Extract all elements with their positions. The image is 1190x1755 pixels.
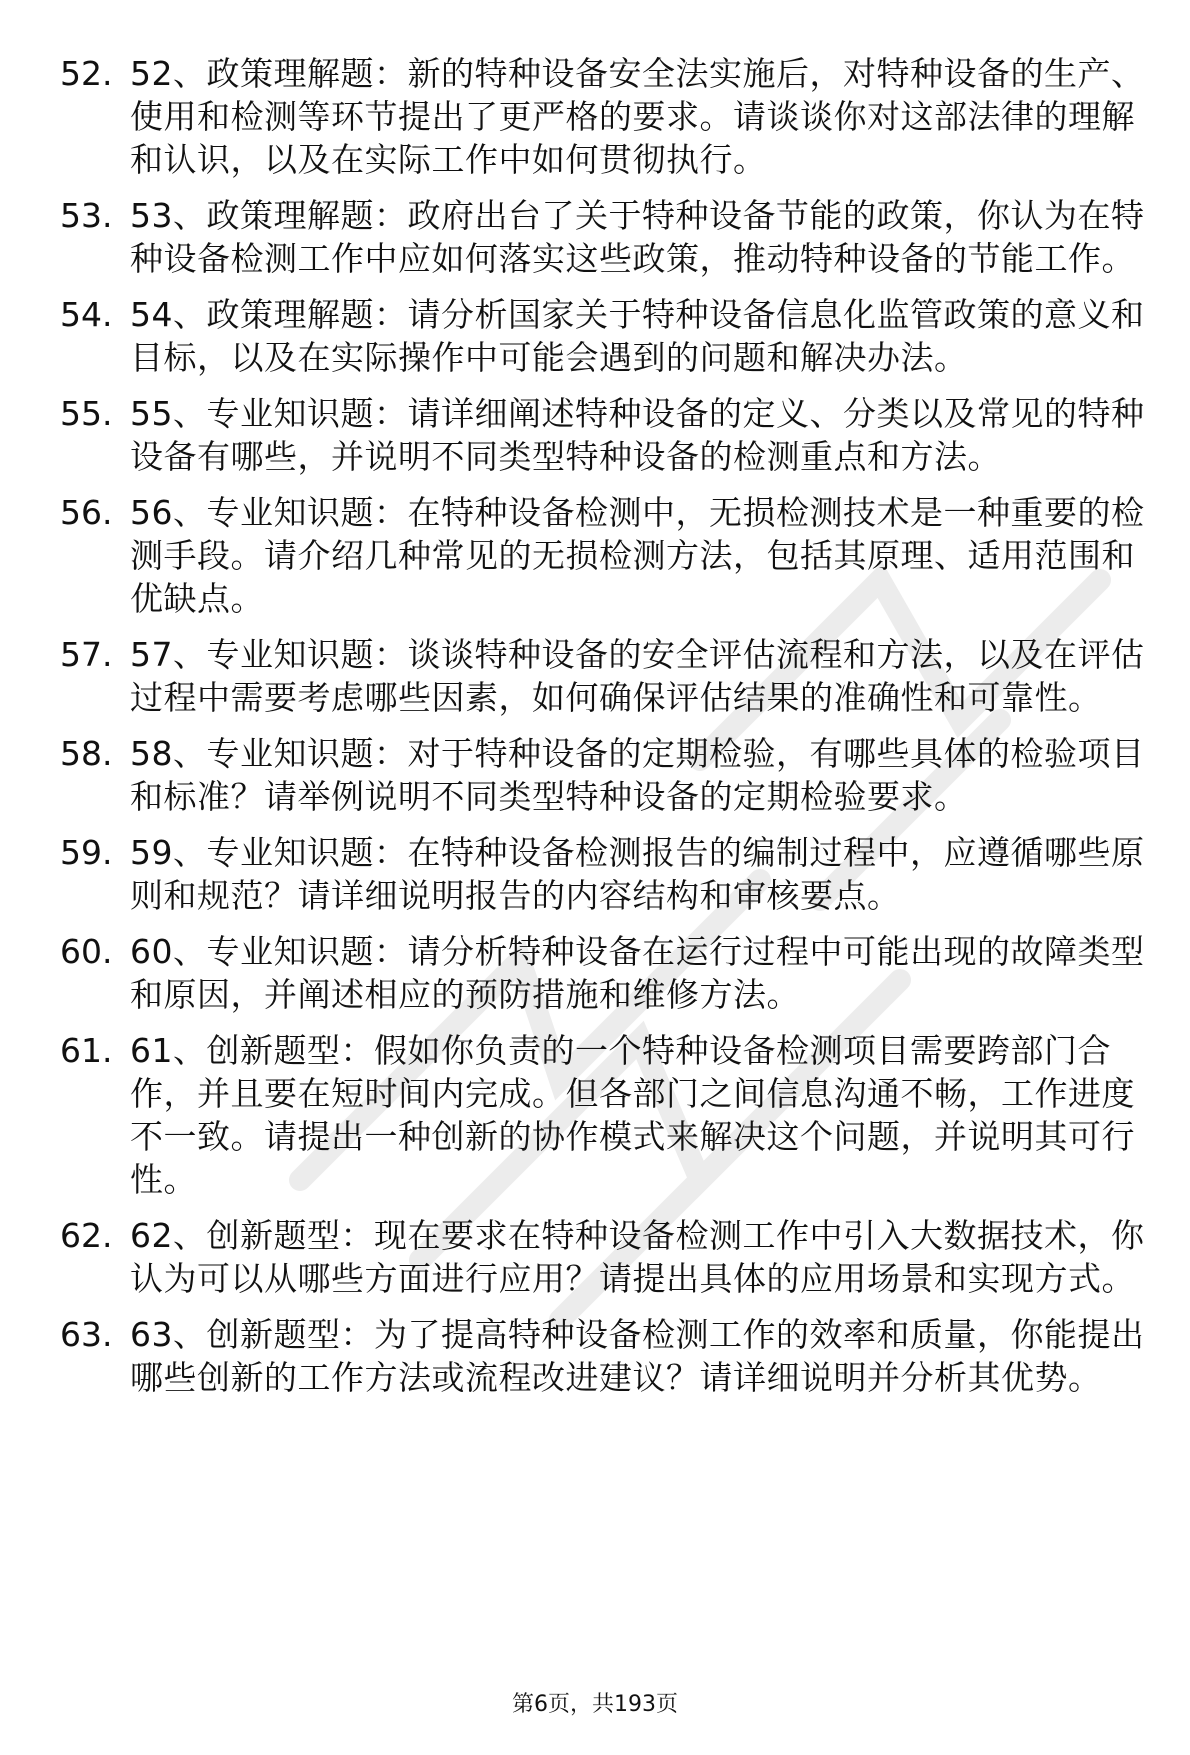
question-text: 52、政策理解题：新的特种设备安全法实施后，对特种设备的生产、使用和检测等环节提出了更严格的要求。请谈谈你对这部法律的理解和认识，以及在实际工作中如何贯彻执行。 xyxy=(130,54,1145,179)
question-item xyxy=(60,1313,1150,1399)
question-text: 57、专业知识题：谈谈特种设备的安全评估流程和方法，以及在评估过程中需要考虑哪些因素，如何确保评估结果的准确性和可靠性。 xyxy=(130,635,1145,717)
question-text: 61、创新题型：假如你负责的一个特种设备检测项目需要跨部门合作，并且要在短时间内完成。但各部门之间信息沟通不畅，工作进度不一致。请提出一种创新的协作模式来解决这个问题，并说明其可行性。 xyxy=(130,1031,1135,1199)
question-item xyxy=(60,392,1150,478)
question-item xyxy=(60,491,1150,620)
question-item xyxy=(60,1029,1150,1201)
question-number: 55. xyxy=(60,394,113,433)
question-number: 63. xyxy=(60,1315,113,1354)
question-number: 59. xyxy=(60,833,113,872)
question-text: 63、创新题型：为了提高特种设备检测工作的效率和质量，你能提出哪些创新的工作方法或流程改进建议？请详细说明并分析其优势。 xyxy=(130,1315,1145,1397)
question-number: 62. xyxy=(60,1216,113,1255)
question-item xyxy=(60,633,1150,719)
question-item xyxy=(60,194,1150,280)
question-item xyxy=(60,831,1150,917)
question-text: 53、政策理解题：政府出台了关于特种设备节能的政策，你认为在特种设备检测工作中应如何落实这些政策，推动特种设备的节能工作。 xyxy=(130,196,1145,278)
question-number: 58. xyxy=(60,734,113,773)
question-text: 58、专业知识题：对于特种设备的定期检验，有哪些具体的检验项目和标准？请举例说明不同类型特种设备的定期检验要求。 xyxy=(130,734,1145,816)
question-item xyxy=(60,293,1150,379)
question-text: 62、创新题型：现在要求在特种设备检测工作中引入大数据技术，你认为可以从哪些方面进行应用？请提出具体的应用场景和实现方式。 xyxy=(130,1216,1145,1298)
question-text: 56、专业知识题：在特种设备检测中，无损检测技术是一种重要的检测手段。请介绍几种常见的无损检测方法，包括其原理、适用范围和优缺点。 xyxy=(130,493,1145,618)
question-text: 54、政策理解题：请分析国家关于特种设备信息化监管政策的意义和目标，以及在实际操作中可能会遇到的问题和解决办法。 xyxy=(130,295,1145,377)
question-number: 54. xyxy=(60,295,113,334)
question-text: 55、专业知识题：请详细阐述特种设备的定义、分类以及常见的特种设备有哪些，并说明不同类型特种设备的检测重点和方法。 xyxy=(130,394,1145,476)
question-list xyxy=(60,52,1150,1412)
page-footer: 第6页，共193页 xyxy=(512,1692,678,1717)
question-text: 60、专业知识题：请分析特种设备在运行过程中可能出现的故障类型和原因，并阐述相应的预防措施和维修方法。 xyxy=(130,932,1145,1014)
question-number: 57. xyxy=(60,635,113,674)
question-number: 52. xyxy=(60,54,113,93)
question-number: 56. xyxy=(60,493,113,532)
question-item xyxy=(60,52,1150,181)
question-item xyxy=(60,732,1150,818)
question-text: 59、专业知识题：在特种设备检测报告的编制过程中，应遵循哪些原则和规范？请详细说明报告的内容结构和审核要点。 xyxy=(130,833,1145,915)
question-number: 53. xyxy=(60,196,113,235)
question-number: 61. xyxy=(60,1031,113,1070)
question-item xyxy=(60,1214,1150,1300)
question-item xyxy=(60,930,1150,1016)
question-number: 60. xyxy=(60,932,113,971)
